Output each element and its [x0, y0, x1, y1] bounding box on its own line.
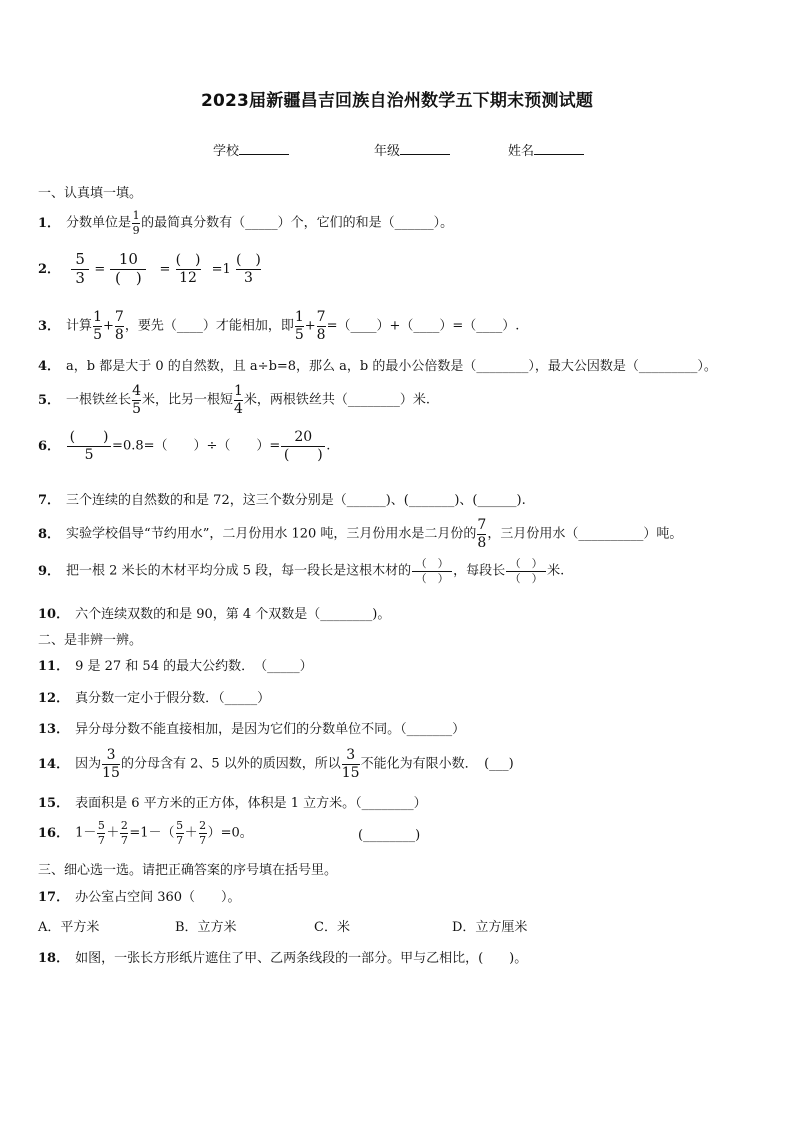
question-13: 13． 异分母分数不能直接相加，是因为它们的分数单位不同。（_______） [38, 722, 466, 737]
fraction: $\frac{2}{7}$ [120, 819, 128, 847]
question-16: 16． 1－ $\frac{5}{7}$ ＋ $\frac{2}{7}$ =1－（ $\frac{5}{7}$ ＋ $\frac{2}{7}$ ）=0。 [38, 819, 253, 847]
option-d: D．立方厘米 [452, 920, 528, 935]
fraction: $\frac{2}{7}$ [199, 819, 207, 847]
option-c: C．米 [314, 920, 350, 935]
fraction: $\frac{7}{8}$ [316, 309, 326, 343]
fraction: $\frac{( )}{( )}$ [412, 558, 452, 584]
question-4: 4． a，b 都是大于 0 的自然数，且 a÷b=8，那么 a，b 的最小公倍数是（________），最大公因数是（_________）。 [38, 359, 717, 374]
question-8: 8． 实验学校倡导“节约用水”，二月份用水 120 吨，三月份用水是二月份的 $\frac{7}{8}$ ，三月份用水（__________）吨。 [38, 517, 683, 551]
option-b: B．立方米 [175, 920, 237, 935]
question-7: 7． 三个连续的自然数的和是 72，这三个数分别是（______)、(_______)、(______). [38, 493, 526, 508]
question-6: 6． $\frac{( )}{5}$ =0.8=（ ）÷（ ）= $\frac{20}{( )}$ . [38, 429, 331, 463]
fraction: $\frac{( )}{3}$ [235, 252, 261, 286]
option-a: A．平方米 [38, 920, 100, 935]
question-15: 15． 表面积是 6 平方米的正方体，体积是 1 立方米。（________） [38, 796, 427, 811]
fraction: $\frac{7}{8}$ [114, 309, 124, 343]
fraction: $\frac{3}{15}$ [341, 747, 360, 781]
school-field: 学校 [213, 140, 289, 159]
section-2-heading: 二、是非辨一辨。 [38, 633, 143, 648]
question-11: 11． 9 是 27 和 54 的最大公约数． （_____） [38, 659, 313, 674]
grade-field: 年级 [374, 140, 450, 159]
question-10: 10． 六个连续双数的和是 90，第 4 个双数是（________)。 [38, 607, 391, 622]
fraction: $\frac{20}{( )}$ [281, 430, 325, 462]
question-16-answer: (________) [358, 828, 421, 843]
fraction: $\frac{( )}{( )}$ [506, 558, 546, 584]
question-2: 2． $\frac{5}{3}$ = $\frac{10}{( )}$ = $\frac{( )}{12}$ =1 $\frac{( )}{3}$ [38, 250, 261, 287]
fraction: $\frac{5}{7}$ [97, 819, 105, 847]
question-1: 1． 分数单位是 $\frac{1}{9}$ 的最简真分数有（_____）个，它们的和是（______）。 [38, 209, 454, 237]
section-3-heading: 三、细心选一选。请把正确答案的序号填在括号里。 [38, 863, 338, 878]
fraction: $\frac{10}{( )}$ [110, 252, 146, 287]
fraction: $\frac{5}{3}$ [71, 252, 89, 287]
fraction: $\frac{1}{4}$ [234, 383, 243, 417]
fraction: $\frac{5}{7}$ [176, 819, 184, 847]
section-1-heading: 一、认真填一填。 [38, 186, 143, 201]
fraction: $\frac{1}{9}$ [132, 209, 140, 237]
fraction: $\frac{( )}{5}$ [67, 430, 111, 462]
fraction: $\frac{1}{5}$ [294, 309, 304, 343]
fraction: $\frac{3}{15}$ [102, 747, 120, 781]
page-title: 2023届新疆昌吉回族自治州数学五下期末预测试题 [200, 91, 594, 111]
question-9: 9． 把一根 2 米长的木材平均分成 5 段，每一段长是这根木材的 $\frac{( )}{( )}$ ，每段长 $\frac{( )}{( )}$ 米. [38, 557, 565, 585]
question-18: 18． 如图，一张长方形纸片遮住了甲、乙两条线段的一部分。甲与乙相比，( )。 [38, 951, 528, 966]
name-field: 姓名 [508, 140, 584, 159]
question-5: 5． 一根铁丝长 $\frac{4}{5}$ 米，比另一根短 $\frac{1}{4}$ 米，两根铁丝共（________）米. [38, 383, 431, 417]
question-12: 12． 真分数一定小于假分数．（_____） [38, 691, 271, 706]
question-17: 17． 办公室占空间 360（ ）。 [38, 890, 241, 905]
question-14: 14． 因为 $\frac{3}{15}$ 的分母含有 2、5 以外的质因数，所以 $\frac{3}{15}$ 不能化为有限小数． (___) [38, 747, 514, 781]
fraction: $\frac{1}{5}$ [93, 309, 102, 343]
fraction: $\frac{( )}{12}$ [175, 252, 201, 286]
question-3: 3． 计算 $\frac{1}{5}$ + $\frac{7}{8}$ ，要先（____）才能相加，即 $\frac{1}{5}$ + $\frac{7}{8}$ =（____）+（____）=（____）. [38, 309, 520, 343]
fraction: $\frac{4}{5}$ [132, 383, 141, 417]
fraction: $\frac{7}{8}$ [477, 517, 487, 551]
